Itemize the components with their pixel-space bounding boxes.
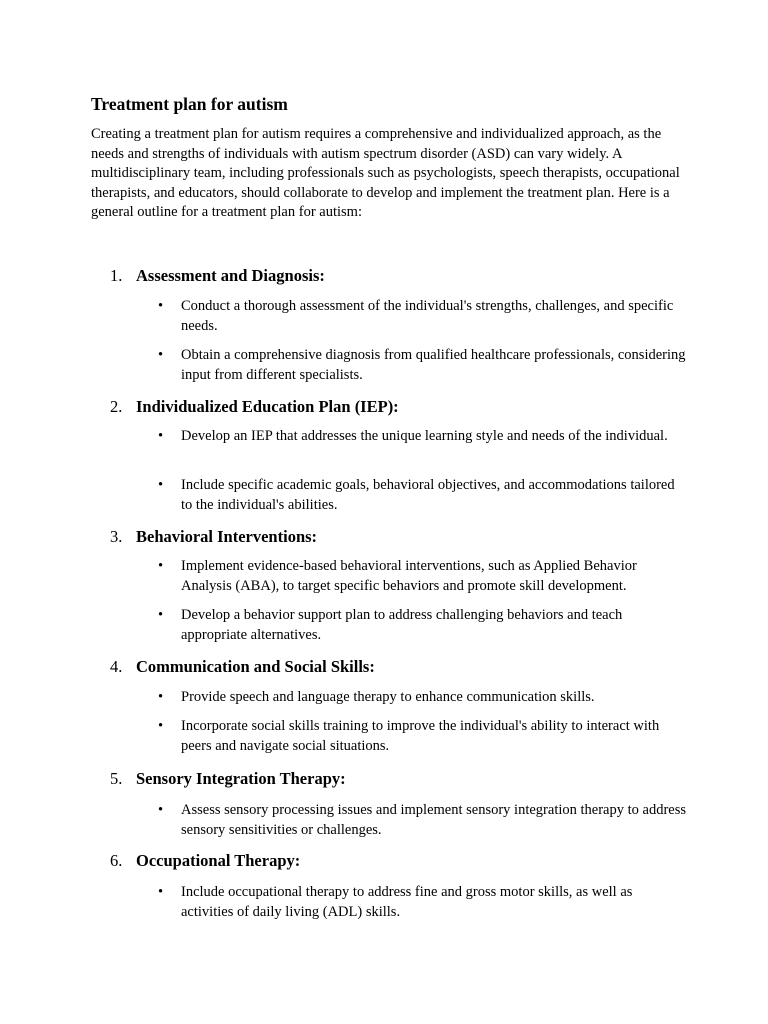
bullet-text: Obtain a comprehensive diagnosis from qualified healthcare professionals, considering input from different specialists. [181, 347, 686, 383]
section-heading: Sensory Integration Therapy: [136, 769, 346, 788]
bullet-dot-icon: • [158, 802, 164, 818]
bullet-text: Develop a behavior support plan to address challenging behaviors and teach appropriate alternatives. [181, 607, 623, 643]
bullet-text: Assess sensory processing issues and implement sensory integration therapy to address sensory sensitivities or challenges. [181, 802, 686, 838]
bullet-dot-icon: • [158, 477, 164, 493]
bullet-dot-icon: • [158, 428, 164, 444]
section-number: 3. [110, 527, 123, 546]
bullet-text: Incorporate social skills training to improve the individual's ability to interact with peers and navigate social situations. [181, 718, 660, 754]
section-number: 5. [110, 769, 123, 788]
bullet-dot-icon: • [158, 558, 164, 574]
intro-paragraph: Creating a treatment plan for autism requires a comprehensive and individualized approach, as the needs and strengths of individuals with autism spectrum disorder (ASD) can vary widely. A multidisciplinary team, including professionals such as psychologists, speech therapists, occupational therapists, and educators, should collaborate to develop and implement the treatment plan. Here is a general outline for a treatment plan for autism: [91, 126, 680, 221]
bullet-dot-icon: • [158, 298, 164, 314]
bullet-dot-icon: • [158, 884, 164, 900]
bullet-text: Implement evidence-based behavioral interventions, such as Applied Behavior Analysis (ABA), to target specific behaviors and promote skill development. [181, 558, 637, 594]
section-heading: Individualized Education Plan (IEP): [136, 397, 399, 416]
bullet-dot-icon: • [158, 347, 164, 363]
section-heading: Communication and Social Skills: [136, 657, 375, 676]
section-number: 6. [110, 851, 123, 870]
document-title: Treatment plan for autism [91, 94, 288, 114]
bullet-dot-icon: • [158, 689, 164, 705]
bullet-text: Include occupational therapy to address fine and gross motor skills, as well as activities of daily living (ADL) skills. [181, 884, 633, 920]
section-heading: Behavioral Interventions: [136, 527, 318, 546]
bullet-text: Provide speech and language therapy to enhance communication skills. [181, 689, 595, 705]
section-number: 1. [110, 266, 123, 285]
bullet-text: Conduct a thorough assessment of the individual's strengths, challenges, and specific needs. [181, 298, 674, 334]
bullet-dot-icon: • [158, 718, 164, 734]
bullet-dot-icon: • [158, 607, 164, 623]
bullet-text: Include specific academic goals, behavioral objectives, and accommodations tailored to the individual's abilities. [181, 477, 675, 513]
bullet-text: Develop an IEP that addresses the unique learning style and needs of the individual. [181, 428, 668, 444]
section-heading: Assessment and Diagnosis: [136, 266, 325, 285]
section-heading: Occupational Therapy: [136, 851, 301, 870]
section-number: 4. [110, 657, 123, 676]
section-number: 2. [110, 397, 123, 416]
